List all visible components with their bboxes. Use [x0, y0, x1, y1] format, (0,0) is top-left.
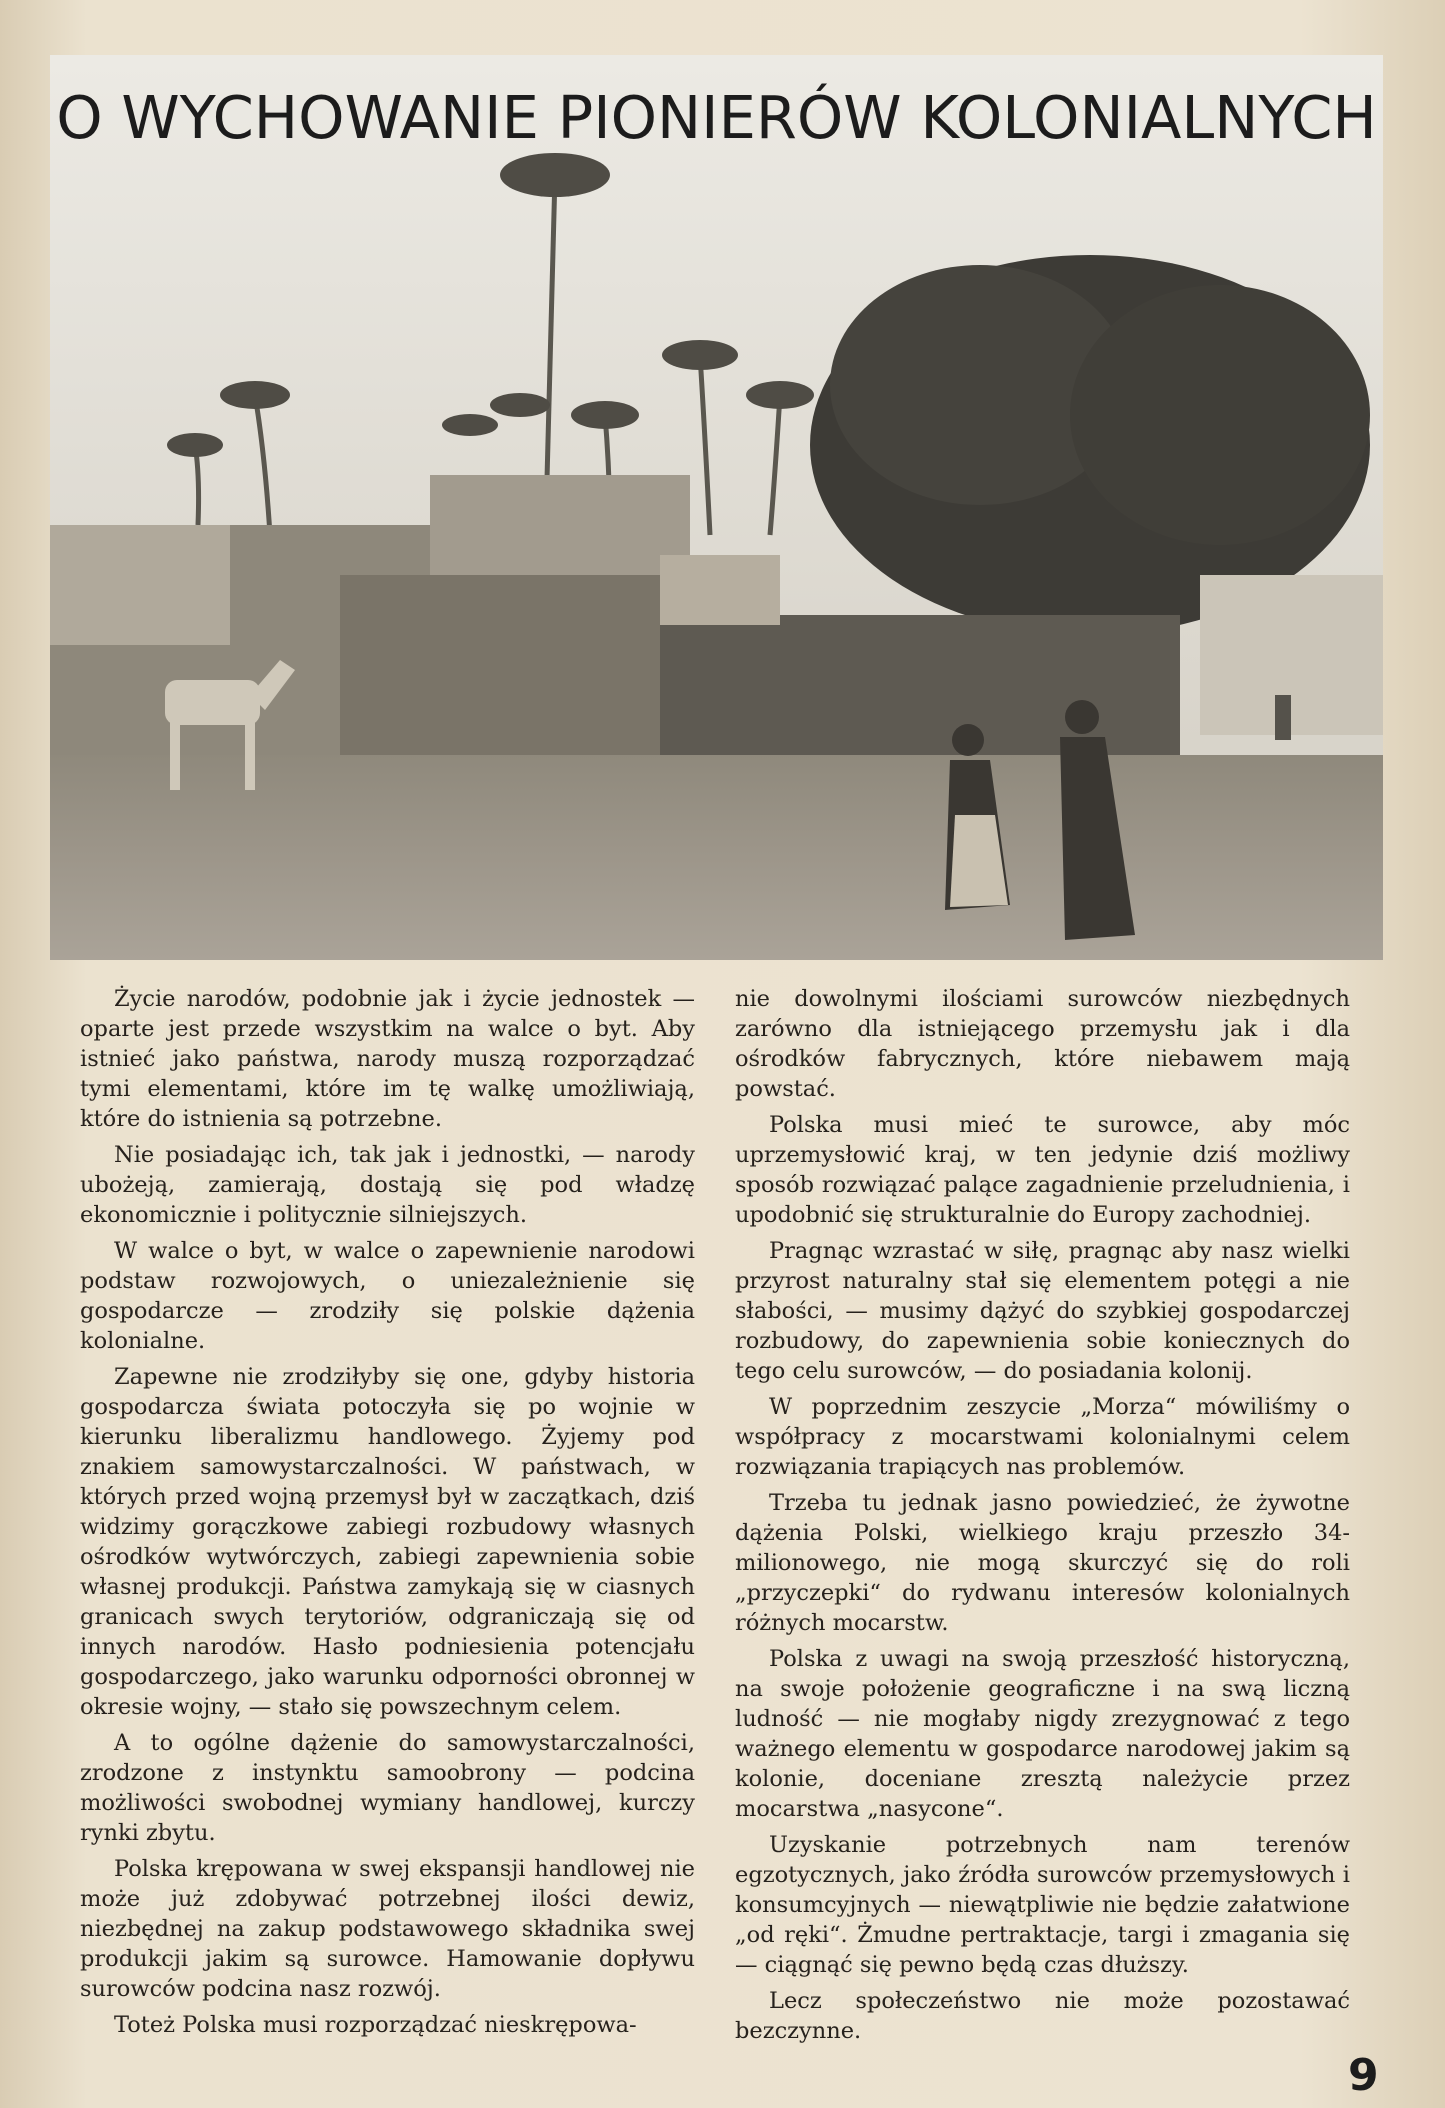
paragraph: Nie posiadając ich, tak jak i jednostki, — narody ubożeją, zamierają, dostają się pod władzę ekonomicznie i politycznie silniejszych. [80, 1142, 695, 1228]
paragraph: Trzeba tu jednak jasno powiedzieć, że żywotne dążenia Polski, wielkiego kraju przeszło 34-milionowego, nie mogą skurczyć się do roli „przyczepki“ do rydwanu interesów kolonialnych różnych mocarstw. [735, 1490, 1350, 1636]
article-body [80, 984, 1390, 2046]
paragraph: Życie narodów, podobnie jak i życie jednostek — oparte jest przede wszystkim na walce o byt. Aby istnieć jako państwa, narody muszą rozporządzać tymi elementami, które im tę walkę umożliwiają, które do istnienia są potrzebne. [80, 986, 695, 1132]
paragraph: nie dowolnymi ilościami surowców niezbędnych zarówno dla istniejącego przemysłu jak i dla ośrodków fabrycznych, które niebawem mają powstać. [735, 986, 1350, 1102]
article-title: O WYCHOWANIE PIONIERÓW KOLONIALNYCH [56, 83, 1377, 152]
paragraph: Polska z uwagi na swoją przeszłość historyczną, na swoje położenie geograficzne i na swą liczną ludność — nie mogłaby nigdy zrezygnować z tego ważnego elementu w gospodarce narodowej jakim są kolonie, doceniane zresztą należycie przez mocarstwa „nasycone“. [735, 1646, 1350, 1822]
paragraph: Pragnąc wzrastać w siłę, pragnąc aby nasz wielki przyrost naturalny stał się elementem potęgi a nie słabości, — musimy dążyć do szybkiej gospodarczej rozbudowy, do zapewnienia sobie koniecznych do tego celu surowców, — do posiadania kolonij. [735, 1238, 1350, 1384]
paragraph: Polska musi mieć te surowce, aby móc uprzemysłowić kraj, w ten jedynie dziś możliwy sposób rozwiązać palące zagadnienie przeludnienia, i upodobnić się strukturalnie do Europy zachodniej. [735, 1112, 1350, 1228]
paragraph: A to ogólne dążenie do samowystarczalności, zrodzone z instynktu samoobrony — podcina możliwości swobodnej wymiany handlowej, kurczy rynki zbytu. [80, 1730, 695, 1846]
village-photo [50, 55, 1383, 960]
paragraph: Uzyskanie potrzebnych nam terenów egzotycznych, jako źródła surowców przemysłowych i konsumcyjnych — niewątpliwie nie będzie załatwione „od ręki“. Żmudne pertraktacje, targi i zmagania się — ciągnąć się pewno będą czas dłuższy. [735, 1832, 1350, 1978]
paragraph: Lecz społeczeństwo nie może pozostawać bezczynne. [735, 1988, 1350, 2044]
paragraph: Toteż Polska musi rozporządzać nieskrępowa- [114, 2012, 637, 2038]
village-photo-icon [50, 55, 1383, 960]
paragraph: Zapewne nie zrodziłyby się one, gdyby historia gospodarcza świata potoczyła się po wojnie w kierunku liberalizmu handlowego. Żyjemy pod znakiem samowystarczalności. W państwach, w których przed wojną przemysł był w zaczątkach, dziś widzimy gorączkowe zabiegi rozbudowy własnych ośrodków wytwórczych, zabiegi zapewnienia sobie własnej produkcji. Państwa zamykają się w ciasnych granicach swych terytoriów, odgraniczają się od innych narodów. Hasło podniesienia potencjału gospodarczego, jako warunku odporności obronnej w okresie wojny, — stało się powszechnym celem. [80, 1364, 695, 1720]
left-column [80, 984, 695, 2046]
paragraph: W poprzednim zeszycie „Morza“ mówiliśmy o współpracy z mocarstwami kolonialnymi celem rozwiązania trapiących nas problemów. [735, 1394, 1350, 1480]
page-number: 9 [1348, 2050, 1379, 2101]
right-column [735, 984, 1350, 2046]
paragraph: W walce o byt, w walce o zapewnienie narodowi podstaw rozwojowych, o uniezależnienie się gospodarcze — zrodziły się polskie dążenia kolonialne. [80, 1238, 695, 1354]
paragraph: Polska krępowana w swej ekspansji handlowej nie może już zdobywać potrzebnej ilości dewiz, niezbędnej na zakup podstawowego składnika swej produkcji jakim są surowce. Hamowanie dopływu surowców podcina nasz rozwój. [80, 1856, 695, 2002]
